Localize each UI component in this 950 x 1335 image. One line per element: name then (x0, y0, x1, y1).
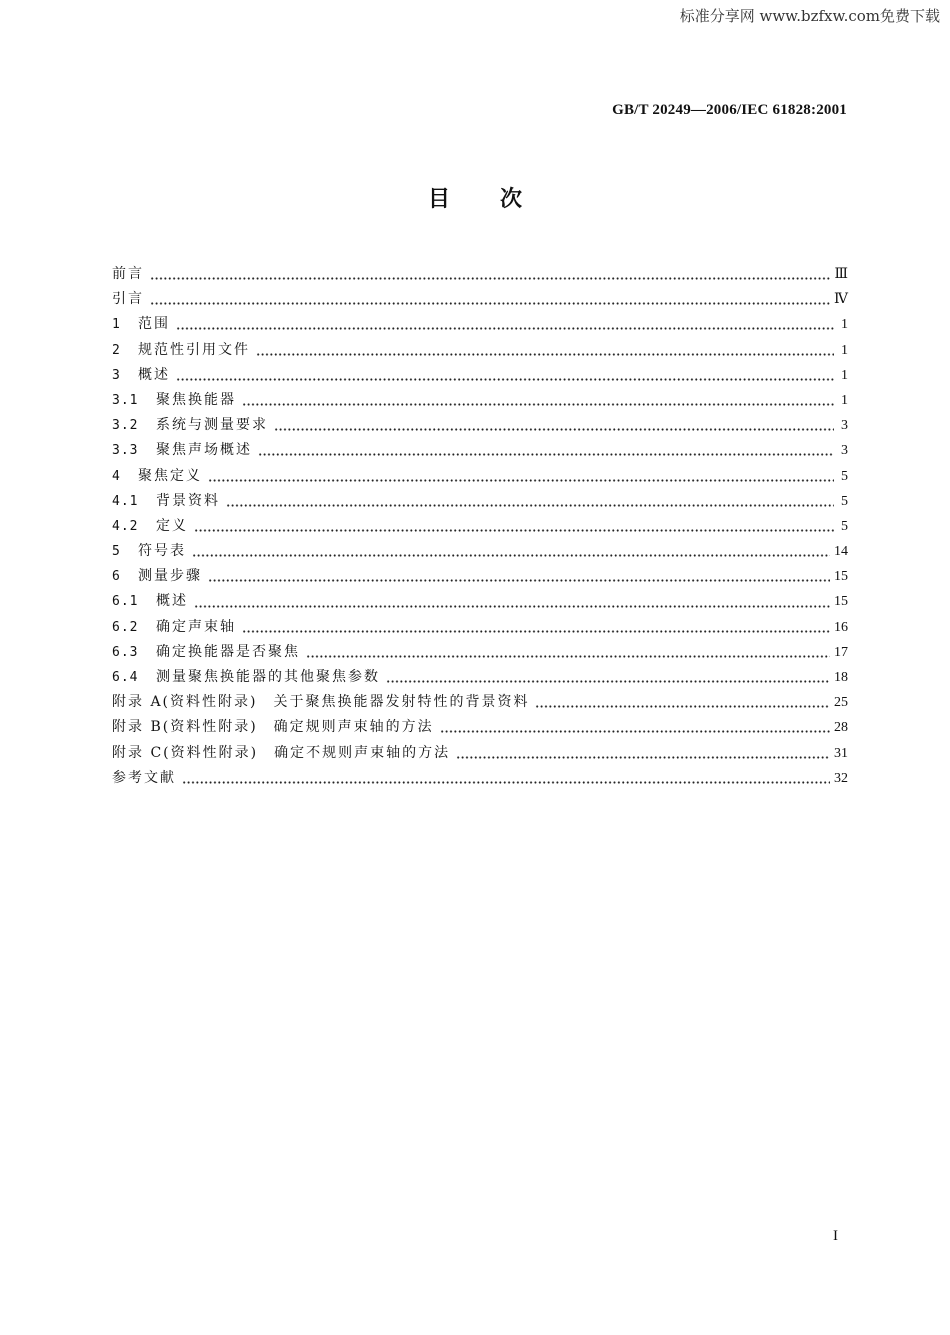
toc-entry-label: 聚焦换能器 (156, 391, 236, 408)
toc-entry-label: 概述 (138, 366, 170, 383)
toc-entry-page: 15 (834, 594, 848, 610)
toc-entry-label: 规范性引用文件 (138, 341, 250, 358)
table-of-contents (112, 262, 848, 791)
toc-entry-label: 符号表 (138, 543, 186, 560)
toc-dot-leader (226, 504, 834, 507)
toc-entry[interactable] (112, 741, 848, 766)
toc-entry[interactable] (112, 665, 848, 690)
toc-entry[interactable] (112, 539, 848, 564)
toc-entry[interactable] (112, 564, 848, 589)
toc-entry-label: 系统与测量要求 (156, 417, 268, 434)
toc-dot-leader (440, 730, 830, 733)
toc-dot-leader (194, 605, 830, 608)
toc-entry[interactable] (112, 640, 848, 665)
toc-entry-page: 3 (841, 443, 848, 459)
toc-dot-leader (456, 756, 830, 759)
toc-entry-label: 引言 (112, 291, 144, 308)
toc-dot-leader (150, 277, 830, 280)
toc-entry[interactable] (112, 489, 848, 514)
toc-entry-number: 5 (112, 544, 121, 560)
toc-title: 目次 (427, 187, 572, 212)
toc-dot-leader (176, 327, 834, 330)
toc-entry-label: 聚焦声场概述 (156, 442, 252, 459)
toc-dot-leader (176, 378, 834, 381)
toc-entry-page: Ⅲ (834, 267, 848, 282)
toc-entry-label: 确定声束轴 (156, 618, 236, 635)
toc-entry-page: 5 (841, 468, 848, 484)
toc-entry[interactable] (112, 388, 848, 413)
toc-dot-leader (194, 529, 834, 532)
toc-entry-page: 17 (834, 644, 848, 660)
toc-dot-leader (256, 353, 834, 356)
toc-entry-page: 1 (841, 367, 848, 383)
toc-entry-label: 聚焦定义 (138, 467, 202, 484)
toc-dot-leader (182, 781, 830, 784)
watermark-text: 标准分享网 www.bzfxw.com免费下载 (679, 7, 940, 25)
toc-entry-page: 1 (841, 392, 848, 408)
toc-entry-page: 1 (841, 317, 848, 333)
toc-entry-number: 3.1 (112, 392, 139, 408)
toc-entry-number: 1 (112, 317, 121, 333)
toc-dot-leader (274, 428, 834, 431)
toc-dot-leader (535, 705, 830, 708)
toc-entry[interactable] (112, 413, 848, 438)
toc-entry-page: Ⅳ (834, 292, 848, 308)
toc-dot-leader (242, 403, 834, 406)
toc-entry-number: 4.1 (112, 493, 139, 509)
toc-entry-label: 附录 C(资料性附录) 确定不规则声束轴的方法 (112, 744, 451, 761)
toc-entry-number: 4 (112, 468, 121, 484)
toc-dot-leader (306, 655, 830, 658)
toc-entry-number: 3.2 (112, 418, 139, 434)
toc-entry-page: 15 (834, 569, 848, 585)
toc-entry[interactable] (112, 464, 848, 489)
toc-entry[interactable] (112, 615, 848, 640)
toc-entry-page: 18 (834, 670, 848, 685)
toc-entry[interactable] (112, 514, 848, 539)
toc-entry-number: 6.2 (112, 619, 139, 635)
toc-entry-page: 31 (834, 745, 848, 761)
standard-number: GB/T 20249—2006/IEC 61828:2001 (612, 102, 847, 118)
toc-entry[interactable] (112, 690, 848, 715)
toc-entry-label: 范围 (138, 316, 170, 333)
toc-entry[interactable] (112, 438, 848, 463)
toc-entry-number: 6 (112, 569, 121, 585)
toc-entry-page: 16 (834, 619, 848, 635)
toc-entry-label: 测量聚焦换能器的其他聚焦参数 (156, 669, 380, 685)
toc-entry-label: 测量步骤 (138, 568, 202, 585)
toc-entry-page: 3 (841, 418, 848, 434)
toc-dot-leader (208, 479, 834, 482)
toc-entry-page: 32 (834, 770, 848, 786)
toc-entry-number: 6.1 (112, 594, 139, 610)
toc-entry-number: 3 (112, 367, 121, 383)
toc-dot-leader (242, 630, 830, 633)
toc-entry[interactable] (112, 287, 848, 312)
toc-entry-label: 附录 B(资料性附录) 确定规则声束轴的方法 (112, 719, 434, 736)
toc-entry-page: 5 (841, 518, 848, 534)
toc-entry[interactable] (112, 715, 848, 740)
toc-entry-number: 2 (112, 342, 121, 358)
toc-entry-number: 6.3 (112, 644, 139, 660)
toc-entry-label: 确定换能器是否聚焦 (156, 643, 300, 660)
toc-entry[interactable] (112, 363, 848, 388)
toc-entry-page: 5 (841, 493, 848, 509)
toc-dot-leader (386, 680, 830, 683)
toc-entry[interactable] (112, 262, 848, 287)
toc-entry-number: 3.3 (112, 443, 139, 459)
toc-entry[interactable] (112, 312, 848, 337)
toc-entry[interactable] (112, 338, 848, 363)
toc-entry-number: 6.4 (112, 670, 139, 685)
toc-entry-page: 25 (834, 695, 848, 711)
toc-entry-page: 1 (841, 342, 848, 358)
toc-entry-label: 背景资料 (156, 492, 220, 509)
toc-entry-label: 参考文献 (112, 769, 176, 786)
toc-entry-page: 28 (834, 720, 848, 736)
toc-entry-label: 附录 A(资料性附录) 关于聚焦换能器发射特性的背景资料 (112, 694, 530, 711)
toc-entry[interactable] (112, 589, 848, 614)
toc-entry-number: 4.2 (112, 518, 139, 534)
toc-entry-label: 定义 (156, 517, 188, 534)
toc-entry-label: 前言 (112, 266, 144, 282)
toc-dot-leader (208, 579, 830, 582)
toc-entry-label: 概述 (156, 593, 188, 610)
toc-entry[interactable] (112, 766, 848, 791)
toc-dot-leader (150, 302, 830, 305)
page-folio: I (833, 1228, 838, 1244)
toc-dot-leader (192, 554, 830, 557)
toc-dot-leader (258, 453, 834, 456)
toc-entry-page: 14 (834, 544, 848, 560)
